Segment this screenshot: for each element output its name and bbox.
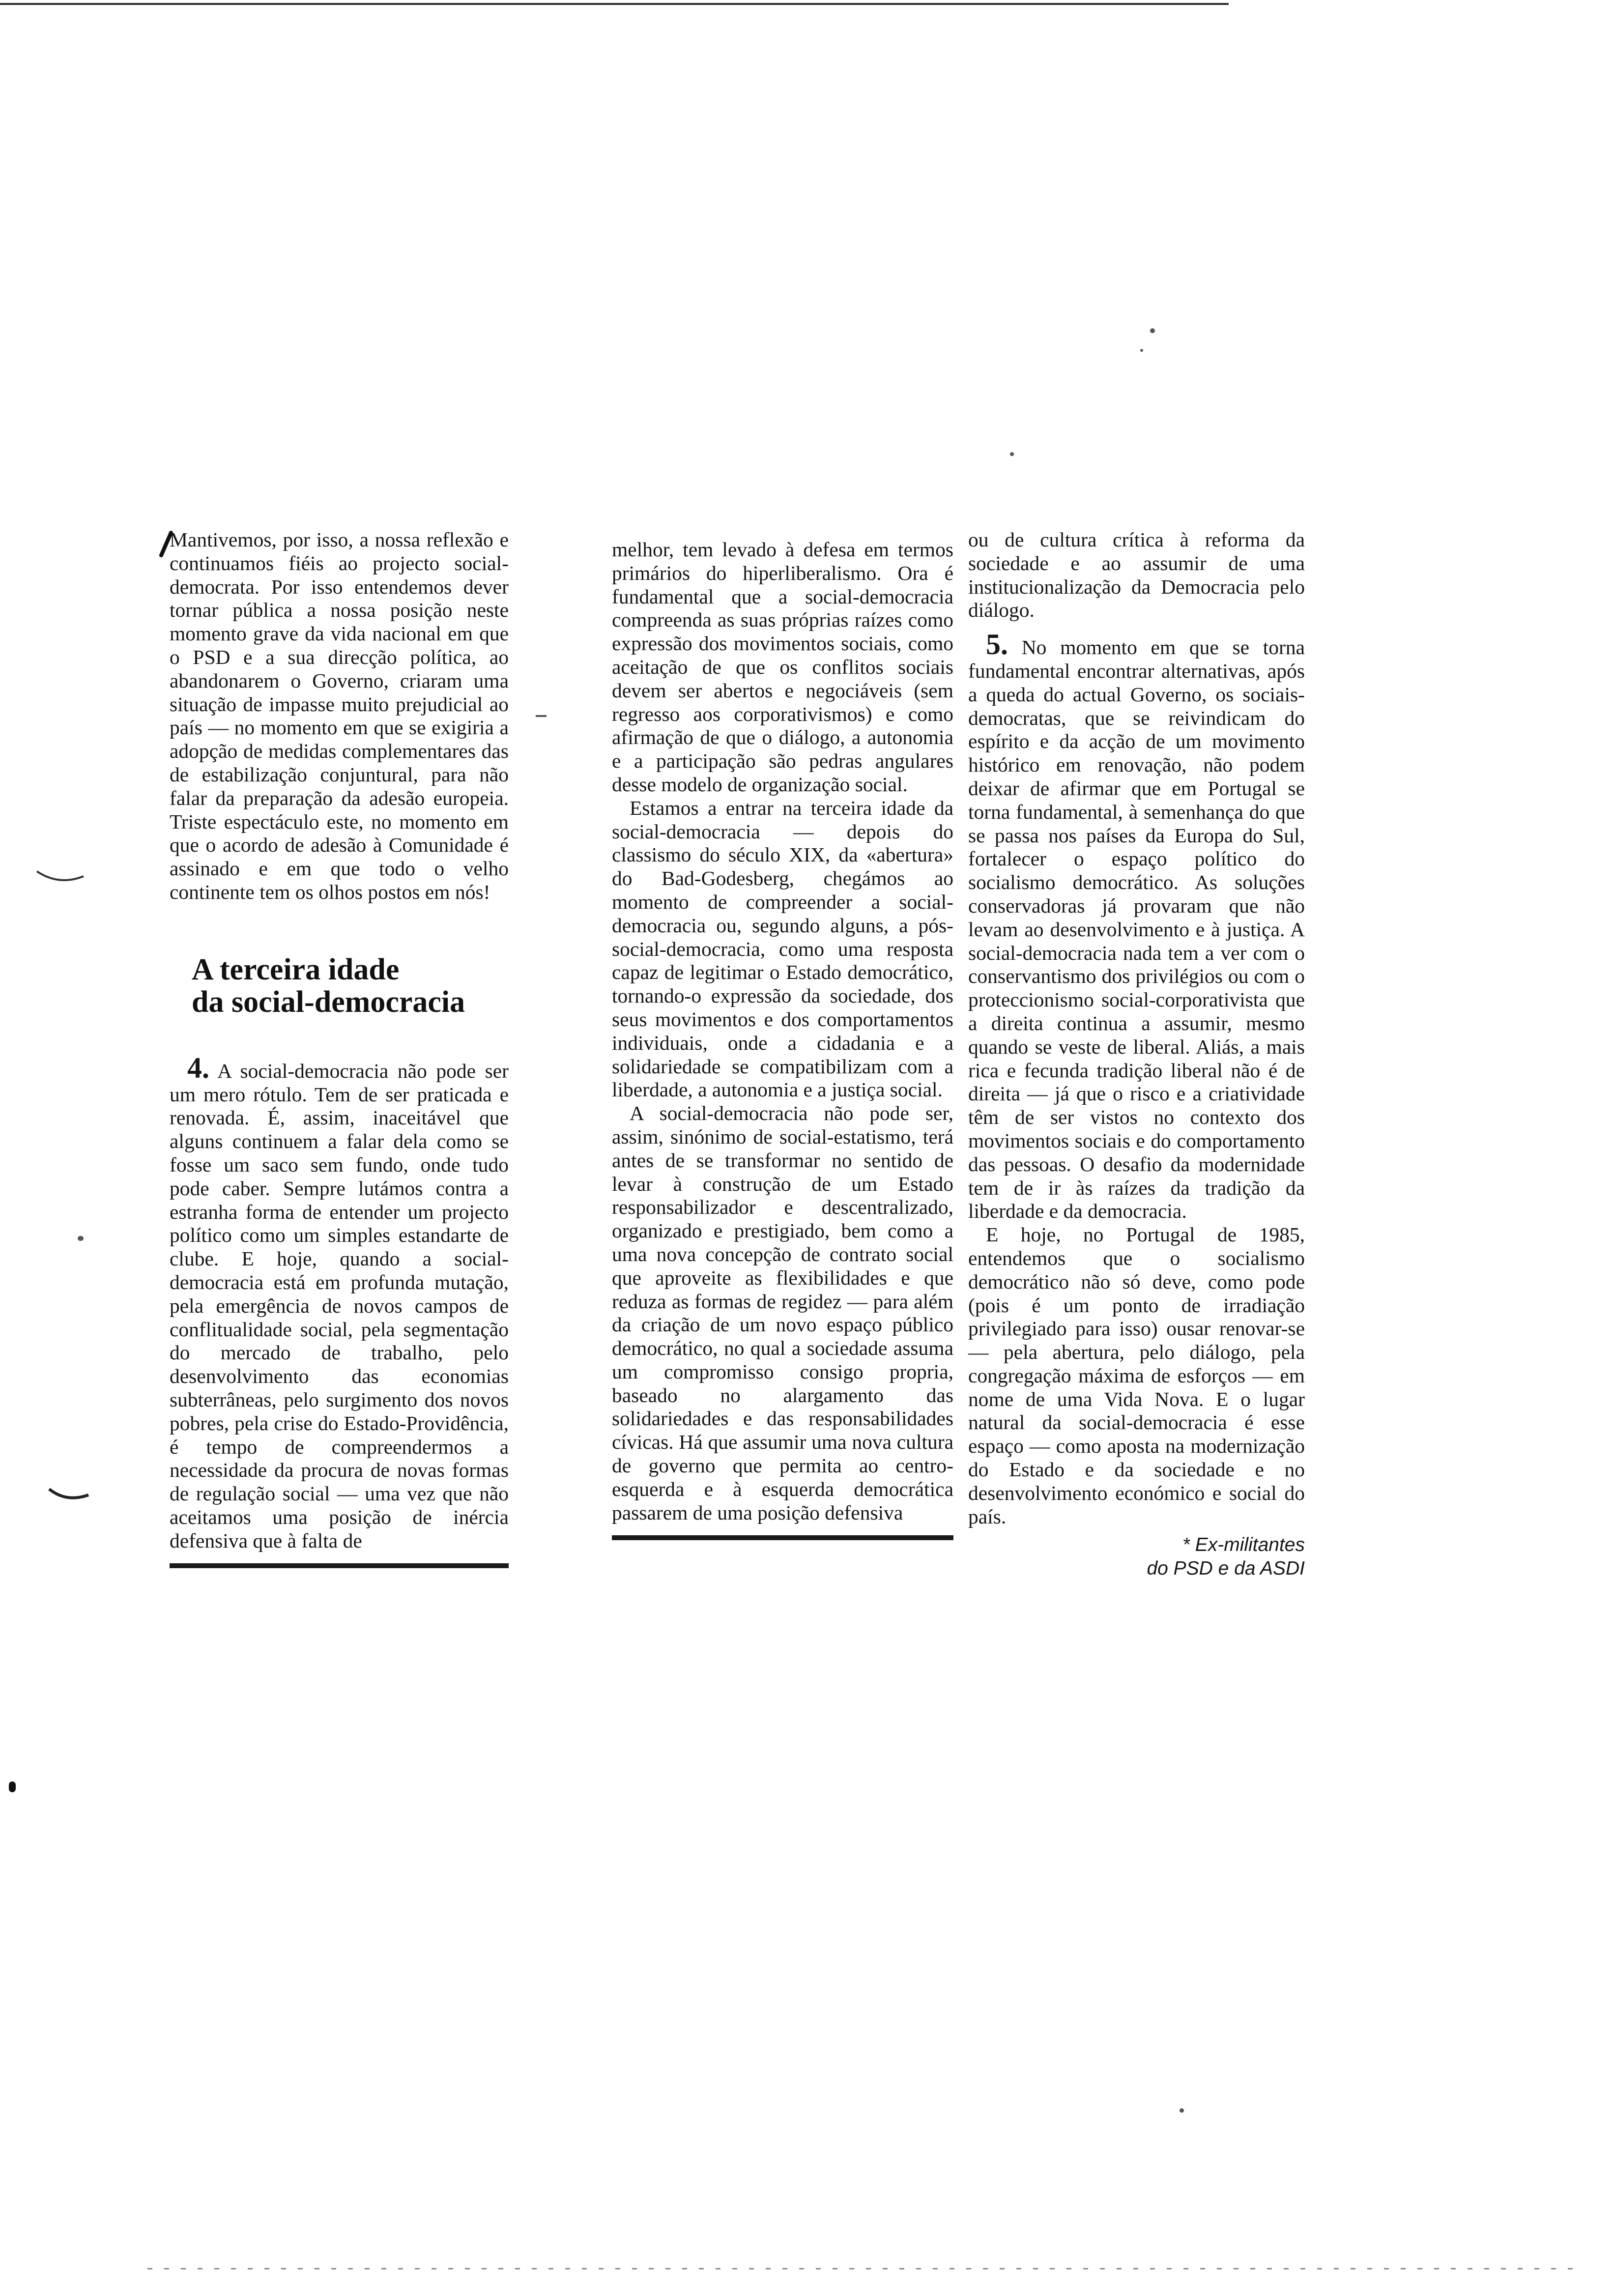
paragraph-4-text: A social-democracia não pode ser um mero rótulo. Tem de ser praticada e renovada. É, assim, inaceitável que alguns continuem a falar dela como se fosse um saco sem fundo, onde tudo pode caber. Sempre lutámos contra a estranha forma de entender um projecto político como um simples estandarte de clube. E hoje, quando a social-democracia está em profunda mutação, pela emergência de novos campos de conflitualidade social, pela segmentação do mercado de trabalho, pelo desenvolvimento das economias subterrâneas, pelo surgimento dos novos pobres, pela crise do Estado-Providência, é tempo de compreendermos a necessidade da procura de novas formas de regulação social — uma vez que não aceitamos uma posição de inércia defensiva que à falta de [170,1059,509,1552]
top-scan-rule [0,3,1229,5]
section-number-5: 5. [986,628,1008,661]
scan-speck [1180,2108,1184,2113]
paragraph: A social-democracia não pode ser, assim, sinónimo de social-estatismo, terá antes de se transformar no sentido de levar à construção de um Estado responsabilizador e descentralizado, organizado e prestigiado, bem como a uma nova concepção de contrato social que aproveite as flexibilidades e que reduza as formas de regidez — para além da criação de um novo espaço público democrático, no qual a sociedade assuma um compromisso consigo propria, baseado no alargamento das solidariedades e das responsabilidades cívicas. Há que assumir uma nova cultura de governo que permita ao centro-esquerda e à esquerda democrática passarem de uma posição defensiva [612,1102,953,1524]
scan-speck [1140,349,1143,352]
section-number-4: 4. [187,1051,209,1084]
scan-speck [1010,452,1014,456]
author-note-line-1: * Ex-militantes [1182,1534,1305,1556]
paragraph: melhor, tem levado à defesa em termos primários do hiperliberalismo. Ora é fundamental que a social-democracia compreenda as suas próprias raízes como expressão dos movimentos sociais, como aceitação de que os conflitos sociais devem ser abertos e negociáveis (sem regresso aos corporativismos) e como afirmação de que o diálogo, a autonomia e a participação são pedras angulares desse modelo de organização social. [612,538,953,796]
article-column-1 [170,528,509,1568]
paragraph: E hoje, no Portugal de 1985, entendemos que o socialismo democrático não só deve, como pode (pois é um ponto de irradiação privilegiado para isso) ousar renovar-se — pela abertura, pelo diálogo, pela congregação máxima de esforços — em nome de uma Vida Nova. E o lugar natural da social-democracia é esse espaço — como aposta na modernização do Estado e da sociedade e no desenvolvimento económico e social do país. [968,1223,1305,1528]
scan-speck [1150,328,1155,333]
paragraph: Estamos a entrar na terceira idade da social-democracia — depois do classismo do século XIX, da «abertura» do Bad-Godesberg, chegámos ao momento de compreender a social-democracia ou, segundo alguns, a pós-social-democracia, como uma resposta capaz de legitimar o Estado democrático, tornando-o expressão da sociedade, dos seus movimentos e dos comportamentos individuais, onde a cidadania e a solidariedade se compatibilizam com a liberdade, a autonomia e a justiça social. [612,796,953,1101]
section-heading [192,953,509,1018]
paragraph-5 [968,628,1305,1223]
scan-speck [536,715,547,717]
author-note-line-2: do PSD e da ASDI [1147,1558,1305,1579]
intro-paragraph: Mantivemos, por isso, a nossa reflexão e continuamos fiéis ao projecto social-democrata. Por isso entendemos dever tornar pública a nossa posição neste momento grave da vida nacional em que o PSD e a sua direcção política, ao abandonarem o Governo, criaram uma situação de impasse muito prejudicial ao país — no momento em que se exigiria a adopção de medidas complementares das de estabilização conjuntural, para não falar da preparação da adesão europeia. Triste espectáculo este, no momento em que o acordo de adesão à Comunidade é assinado e em que todo o velho continente tem os olhos postos em nós! [170,528,509,903]
column-end-rule [170,1563,509,1568]
paragraph-4 [170,1051,509,1553]
margin-mark-bottom [47,1484,91,1504]
heading-line-2: da social-democracia [192,985,465,1019]
scan-speck [78,1236,84,1241]
paragraph-5-text: No momento em que se torna fundamental encontrar alternativas, após a queda do actual Governo, os sociais-democratas, que se reivindicam do espírito e da acção de um movimento histórico em renovação, não podem deixar de afirmar que em Portugal se torna fundamental, à semenhança do que se passa nos países da Europa do Sul, fortalecer o espaço político do socialismo democrático. As soluções conservadoras já provaram que não levam ao desenvolvimento e à justiça. A social-democracia nada tem a ver com o conservantismo dos privilégios ou com o proteccionismo social-corporativista que a direita continua a assumir, mesmo quando se veste de liberal. Aliás, a mais rica e fecunda tradição liberal não é de direita — já que o risco e a criatividade têm de ser vistos no contexto dos movimentos sociais e do comportamento das pessoas. O desafio da modernidade tem de ir às raízes da tradição da liberdade e da democracia. [968,636,1305,1223]
paragraph: ou de cultura crítica à reforma da sociedade e ao assumir de uma institucionalização da Democracia pelo diálogo. [968,528,1305,622]
article-column-3 [968,528,1305,1580]
margin-mark-top [34,867,88,887]
scan-speck [9,1781,16,1792]
column-end-rule [612,1535,953,1540]
article-column-2 [612,538,953,1540]
bottom-scan-noise [147,2268,1573,2269]
author-note [968,1533,1305,1580]
heading-line-1: A terceira idade [192,952,400,986]
